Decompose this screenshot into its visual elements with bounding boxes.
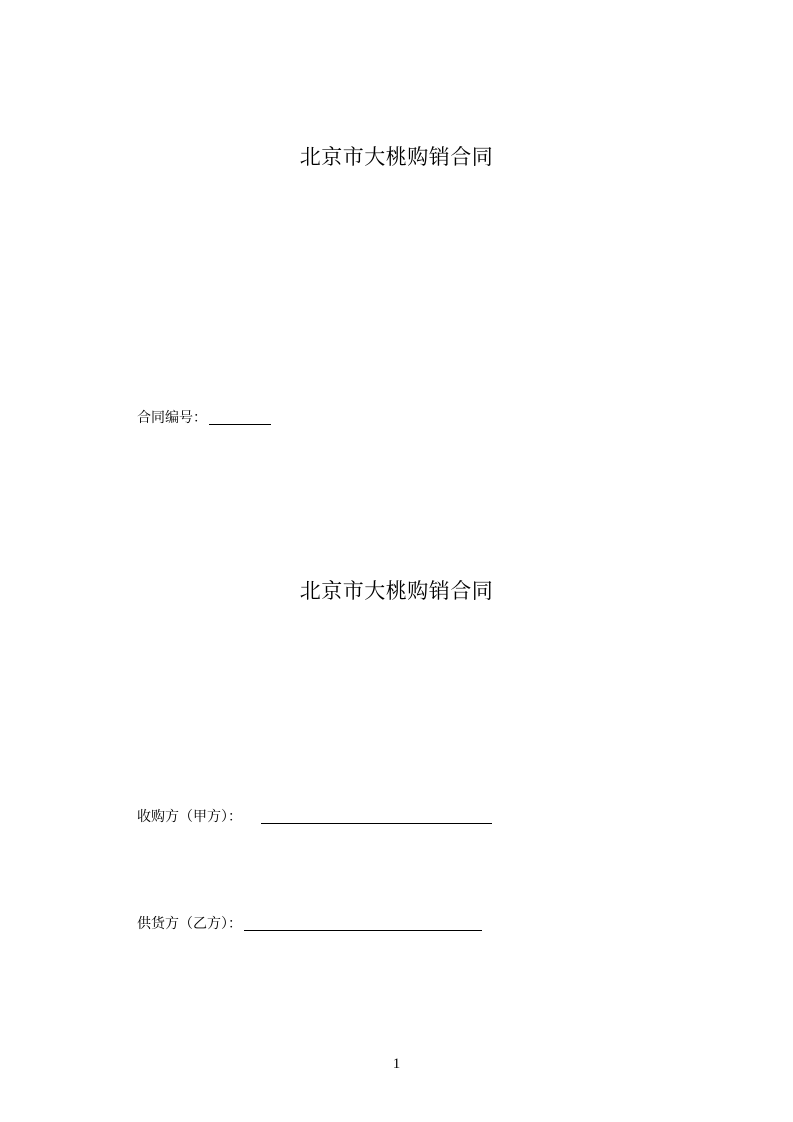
buyer-blank[interactable] (261, 809, 492, 824)
buyer-label: 收购方（甲方）： (137, 809, 242, 825)
buyer-field (137, 808, 492, 826)
contract-number-blank[interactable] (209, 410, 271, 425)
contract-title: 北京市大桃购销合同 (299, 579, 494, 603)
supplier-label: 供货方（乙方）： (137, 916, 242, 932)
supplier-field (137, 915, 482, 933)
contract-number-label: 合同编号： (137, 410, 207, 426)
cover-title: 北京市大桃购销合同 (299, 145, 494, 169)
supplier-blank[interactable] (244, 916, 482, 931)
page-number: 1 (392, 1056, 401, 1072)
contract-number-field (137, 409, 271, 427)
